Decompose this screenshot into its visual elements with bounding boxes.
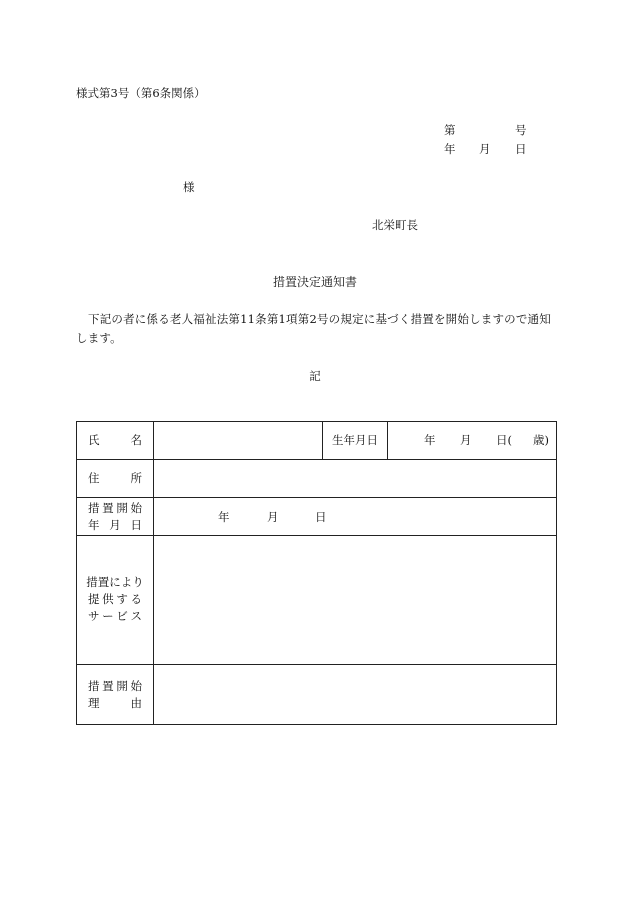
form-number: 様式第3号（第6条関係） [76,86,206,100]
service-label-line: 措置により [86,575,144,589]
reason-label-char: 始 [130,679,142,693]
birthdate-month: 月 [460,433,472,447]
reason-label-char: 理 [88,696,100,710]
start-date-label-char: 置 [102,501,114,515]
service-label-char: 提 [88,592,100,606]
service-label-char: ー [102,609,114,623]
start-date-day: 日 [315,510,327,524]
name-label-char: 氏 [88,433,100,447]
birthdate-age: 歳) [533,433,549,447]
reason-field[interactable] [154,665,556,723]
start-date-field[interactable] [154,498,556,534]
address-label-char: 住 [88,471,100,485]
start-date-label-char: 開 [116,501,128,515]
ki-heading: 記 [309,369,321,383]
birthdate-day: 日( [496,433,512,447]
birthdate-field[interactable] [388,423,556,458]
start-date-month: 月 [267,510,279,524]
start-date-label-char: 日 [130,518,142,532]
document-number-prefix: 第 [444,123,456,137]
service-label-char: ビ [116,609,128,623]
document-date-month: 月 [479,142,491,156]
reason-label-char: 置 [102,679,114,693]
birthdate-year: 年 [424,433,436,447]
address-label [77,470,153,487]
reason-label-char: 措 [88,679,100,693]
start-date-label-char: 始 [130,501,142,515]
service-label-char: す [116,592,128,606]
reason-label-char: 由 [130,696,142,710]
name-label [77,432,153,449]
document-date-line [444,141,534,155]
document-title: 措置決定通知書 [272,275,357,289]
reason-label [77,678,153,712]
service-label [77,574,153,625]
service-label-char: 供 [102,592,114,606]
start-date-label-char: 年 [88,518,100,532]
document-number-suffix: 号 [515,123,527,137]
service-label-char: ス [130,609,142,623]
start-date-label-char: 月 [109,518,121,532]
addressee: 様 [183,180,195,194]
start-date-label-char: 措 [88,501,100,515]
start-date-year: 年 [218,510,230,524]
address-field[interactable] [154,460,556,496]
service-label-char: る [130,592,142,606]
document-date-year: 年 [444,142,456,156]
reason-label-char: 開 [116,679,128,693]
address-label-char: 所 [130,471,142,485]
service-field[interactable] [154,536,556,663]
birthdate-label: 生年月日 [332,433,378,447]
name-field[interactable] [154,423,321,458]
body-text: 下記の者に係る老人福祉法第11条第1項第2号の規定に基づく措置を開始しますので通知します。 [76,312,551,345]
name-label-char: 名 [130,433,142,447]
issuer: 北栄町長 [372,218,418,232]
service-label-char: サ [88,609,100,623]
start-date-label [77,500,153,534]
document-date-day: 日 [515,142,527,156]
details-table [76,421,557,725]
document-number-line [444,122,534,136]
